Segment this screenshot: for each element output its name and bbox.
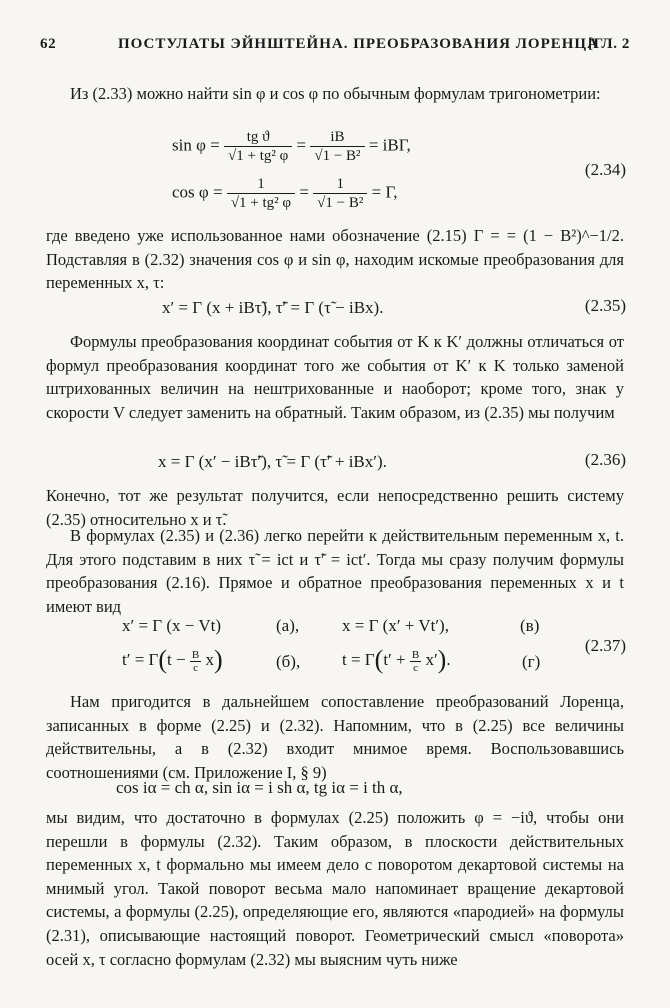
eq-rhs: = Γ, [371, 182, 398, 202]
equation-2-37-c: t′ = Γ(t − $\frac{B}{c}$ x) [122, 645, 223, 674]
paragraph-6: Нам пригодится в дальнейшем сопоставление преобразований Лоренца, записанных в форме (2.25) и (2.32). Напомним, что в (2.25) все величины действительны, а в (2.32) входит мнимое время. Воспользовавшись соотношениями (см. Приложение I, § 9) [46, 692, 624, 782]
paragraph-4: Конечно, тот же результат получится, если непосредственно решить систему (2.35) относительно x и τ̃. [46, 486, 624, 529]
eq-inner: t − [167, 650, 186, 669]
equation-2-37-a: x′ = Γ (x − Vt) [122, 616, 221, 635]
equation-trig-identities: cos iα = ch α, sin iα = i sh α, tg iα = i th α, [116, 778, 403, 797]
equation-2-37-d: t = Γ(t′ + $\frac{B}{c}$ x′). [342, 645, 451, 674]
numerator: B [411, 648, 420, 661]
numerator: iB [310, 128, 364, 147]
equals-sign: = [296, 135, 307, 155]
eq-inner: x [205, 650, 214, 669]
paragraph-7: мы видим, что достаточно в формулах (2.25) положить φ = −iϑ, чтобы они перешли в формулы (2.32). Таким образом, в плоскости действительных переменных x, t формально мы имеем дело с поворотом декартовой системы на мнимый угол. Такой поворот весьма мало напоминает вращение декартовой системы, а формулы (2.25), определяющие его, являются «пародией» на формулы (2.31), описывающие настоящий поворот. Геометрический смысл «поворота» осей x, τ согласно формулам (2.32) мы выясним чуть ниже [46, 808, 624, 969]
equation-2-34-line-2 [172, 175, 398, 212]
eq-period: . [446, 650, 451, 669]
fraction [410, 649, 421, 674]
equation-2-34-line-1 [172, 128, 411, 165]
equation-number: (2.36) [584, 450, 626, 469]
paragraph-5: В формулах (2.35) и (2.36) легко перейти к действительным переменным x, t. Для этого подставим в них τ̃ = ict и τ̃′ = ict′. Тогда мы сразу получим формулы преобразования (2.16). Прямое и обратное преобразования переменных x и t имеют вид [46, 526, 624, 616]
equation-2-35: x′ = Γ (x + iBτ̃), τ̃′ = Γ (τ̃ − iBx). [162, 298, 384, 317]
denominator: √1 − B² [314, 148, 361, 164]
page-number: 62 [40, 36, 57, 52]
denominator: √1 + tg² φ [228, 148, 289, 164]
equation-number: (2.37) [584, 636, 626, 655]
equation-label-b: (в) [520, 616, 540, 635]
equation-number: (2.34) [584, 160, 626, 179]
numerator: 1 [313, 175, 367, 194]
paragraph-2: где введено уже использованное нами обозначение (2.15) Γ = = (1 − B²)^−1/2. Подставляя в (2.32) значения cos φ и sin φ, находим искомые преобразования для переменных x, τ: [46, 226, 624, 293]
running-title: ПОСТУЛАТЫ ЭЙНШТЕЙНА. ПРЕОБРАЗОВАНИЯ ЛОРЕНЦА [118, 36, 599, 52]
denominator: c [193, 661, 198, 674]
fraction [310, 128, 364, 165]
equation-label-a: (а), [276, 616, 300, 635]
fraction [190, 649, 201, 674]
eq-inner: x′ [425, 650, 438, 669]
equation-label-d: (г) [522, 652, 541, 671]
fraction [224, 128, 292, 165]
denominator: √1 + tg² φ [230, 195, 292, 211]
denominator: c [413, 661, 418, 674]
equation-2-37-b: x = Γ (x′ + Vt′), [342, 616, 449, 635]
eq-prefix: t′ = Γ [122, 650, 159, 669]
eq-prefix: t = Γ [342, 650, 375, 669]
eq-inner: t′ + [383, 650, 406, 669]
running-header [40, 36, 630, 60]
chapter-marker: [ГЛ. 2 [587, 36, 630, 52]
paragraph-3: Формулы преобразования координат события от K к K′ должны отличаться от формул преобразования координат того же события от K′ к K только заменой штрихованных величин на нештрихованные и наоборот; кроме того, знак у скорости V следует заменить на обратный. Таким образом, из (2.35) мы получим [46, 332, 624, 422]
paragraph-1: Из (2.33) можно найти sin φ и cos φ по обычным формулам тригонометрии: [70, 84, 601, 103]
equation-2-36: x = Γ (x′ − iBτ̃′), τ̃ = Γ (τ̃′ + iBx′). [158, 452, 387, 471]
equals-sign: = [299, 182, 309, 202]
eq-lhs: sin φ = [172, 135, 220, 155]
denominator: √1 − B² [317, 195, 364, 211]
fraction [227, 175, 295, 212]
numerator: B [191, 648, 200, 661]
eq-lhs: cos φ = [172, 182, 223, 202]
equation-number: (2.35) [584, 296, 626, 315]
eq-rhs: = iBΓ, [368, 135, 411, 155]
fraction [313, 175, 367, 212]
numerator: 1 [227, 175, 295, 194]
numerator: tg ϑ [224, 128, 292, 147]
equation-label-c: (б), [276, 652, 301, 671]
